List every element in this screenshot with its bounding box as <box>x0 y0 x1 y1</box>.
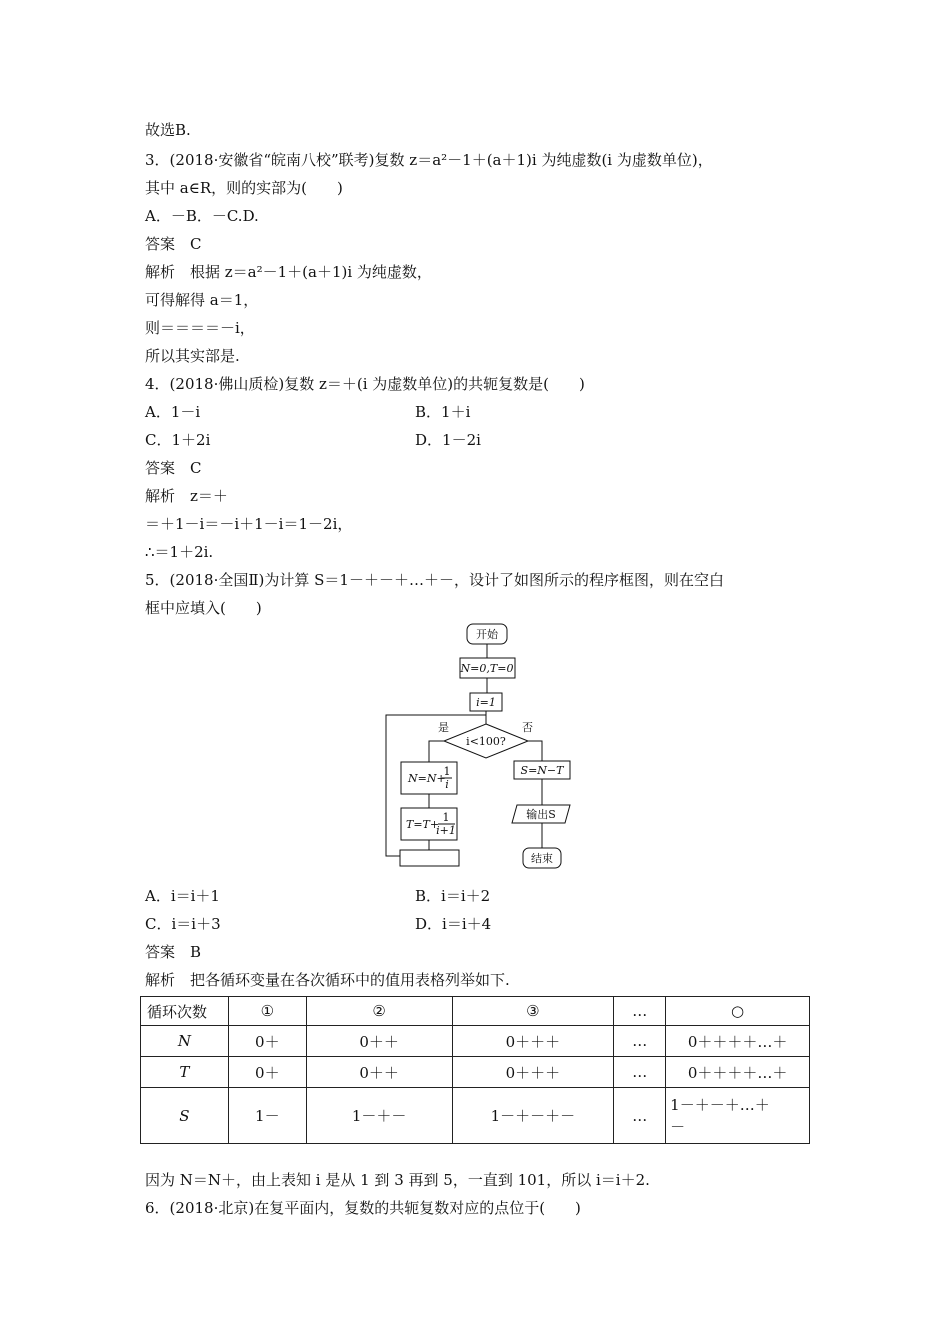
question-3: 3．(2018·安徽省“皖南八校”联考)复数 z＝a²－1＋(a＋1)i 为纯虚数(i 为虚数单位)， <box>145 151 713 169</box>
text-line: 框中应填入( ) <box>145 599 262 617</box>
table-cell: 0＋ <box>228 1057 306 1088</box>
option-c: C．1＋2i <box>145 431 211 449</box>
table-cell: … <box>614 1088 666 1144</box>
end-label: 结束 <box>531 852 553 865</box>
table-cell: 1－ <box>228 1088 306 1144</box>
text-line: ＝＋1－i＝－i＋1－i＝1－2i， <box>145 515 353 533</box>
table-cell: 0＋＋＋＋…＋ <box>666 1026 810 1057</box>
loop-table <box>140 996 810 1144</box>
table-header-cell: ○ <box>666 997 810 1026</box>
blank-box <box>400 850 459 866</box>
table-cell: 1－＋－ <box>306 1088 452 1144</box>
n-update-label: N=N+ <box>408 772 446 785</box>
row-label-t: T <box>141 1057 229 1088</box>
options-3: A．－B．－C.D. <box>145 207 259 225</box>
n-frac-den: i <box>445 778 449 791</box>
t-frac-den: i+1 <box>436 824 456 837</box>
option-b: B．1＋i <box>415 403 471 421</box>
text-line: 因为 N＝N＋，由上表知 i 是从 1 到 3 再到 5，一直到 101，所以 i＝i＋2. <box>145 1171 650 1189</box>
table-cell <box>666 1088 810 1144</box>
answer-5: 答案 B <box>145 943 202 961</box>
option-d: D．i＝i＋4 <box>415 915 492 933</box>
table-cell: 0＋＋＋ <box>452 1057 614 1088</box>
text-line: 所以其实部是. <box>145 347 240 365</box>
no-label: 否 <box>522 721 533 734</box>
table-header-row <box>141 997 810 1026</box>
s-calc-label: S=N−T <box>520 764 564 777</box>
table-row <box>141 1057 810 1088</box>
table-header-cell: 循环次数 <box>141 997 229 1026</box>
table-row <box>141 1026 810 1057</box>
t-frac-num: 1 <box>442 811 450 824</box>
table-row <box>141 1088 810 1144</box>
table-header-cell: ② <box>306 997 452 1026</box>
question-4: 4．(2018·佛山质检)复数 z＝＋(i 为虚数单位)的共轭复数是( ) <box>145 375 585 393</box>
question-5: 5．(2018·全国Ⅱ)为计算 S＝1－＋－＋…＋－，设计了如图所示的程序框图，则在空白 <box>145 571 724 589</box>
row-label-s: S <box>141 1088 229 1144</box>
table-cell: 1－＋－＋－ <box>452 1088 614 1144</box>
text-line: 故选B. <box>145 121 191 139</box>
cell-line: 1－＋－＋…＋ <box>670 1095 770 1114</box>
text-line: 则＝＝＝＝－i， <box>145 319 255 337</box>
solution-4: 解析 z＝＋ <box>145 487 228 505</box>
answer-3: 答案 C <box>145 235 202 253</box>
table-cell: 0＋＋＋＋…＋ <box>666 1057 810 1088</box>
t-update-label: T=T+ <box>406 818 440 831</box>
answer-4: 答案 C <box>145 459 202 477</box>
cell-line: － <box>670 1117 686 1136</box>
n-frac-num: 1 <box>443 765 451 778</box>
table-cell: 0＋＋＋ <box>452 1026 614 1057</box>
question-6: 6．(2018·北京)在复平面内，复数的共轭复数对应的点位于( ) <box>145 1199 581 1217</box>
i-init-label: i=1 <box>476 696 496 709</box>
text-line: 其中 a∈R，则的实部为( ) <box>145 179 343 197</box>
solution-3: 解析 根据 z＝a²－1＋(a＋1)i 为纯虚数， <box>145 263 432 281</box>
option-a: A．1－i <box>145 403 201 421</box>
option-c: C．i＝i＋3 <box>145 915 221 933</box>
yes-arrow <box>429 741 444 762</box>
yes-label: 是 <box>438 721 449 734</box>
table-cell: … <box>614 1057 666 1088</box>
solution-5: 解析 把各循环变量在各次循环中的值用表格列举如下. <box>145 971 510 989</box>
table-cell: 0＋＋ <box>306 1057 452 1088</box>
table-header-cell: ① <box>228 997 306 1026</box>
table-cell: 0＋＋ <box>306 1026 452 1057</box>
no-arrow <box>528 741 542 761</box>
row-label-n: N <box>141 1026 229 1057</box>
start-label: 开始 <box>476 628 498 641</box>
output-label: 输出S <box>526 808 556 821</box>
table-header-cell: … <box>614 997 666 1026</box>
table-cell: 0＋ <box>228 1026 306 1057</box>
option-b: B．i＝i＋2 <box>415 887 491 905</box>
option-d: D．1－2i <box>415 431 481 449</box>
table-header-cell: ③ <box>452 997 614 1026</box>
condition-label: i<100? <box>466 735 506 748</box>
text-line: ∴＝1＋2i. <box>145 543 214 561</box>
text-line: 可得解得 a＝1， <box>145 291 259 309</box>
init-label: N=0,T=0 <box>460 662 514 675</box>
option-a: A．i＝i＋1 <box>145 887 220 905</box>
table-cell: … <box>614 1026 666 1057</box>
program-flowchart <box>380 618 580 876</box>
